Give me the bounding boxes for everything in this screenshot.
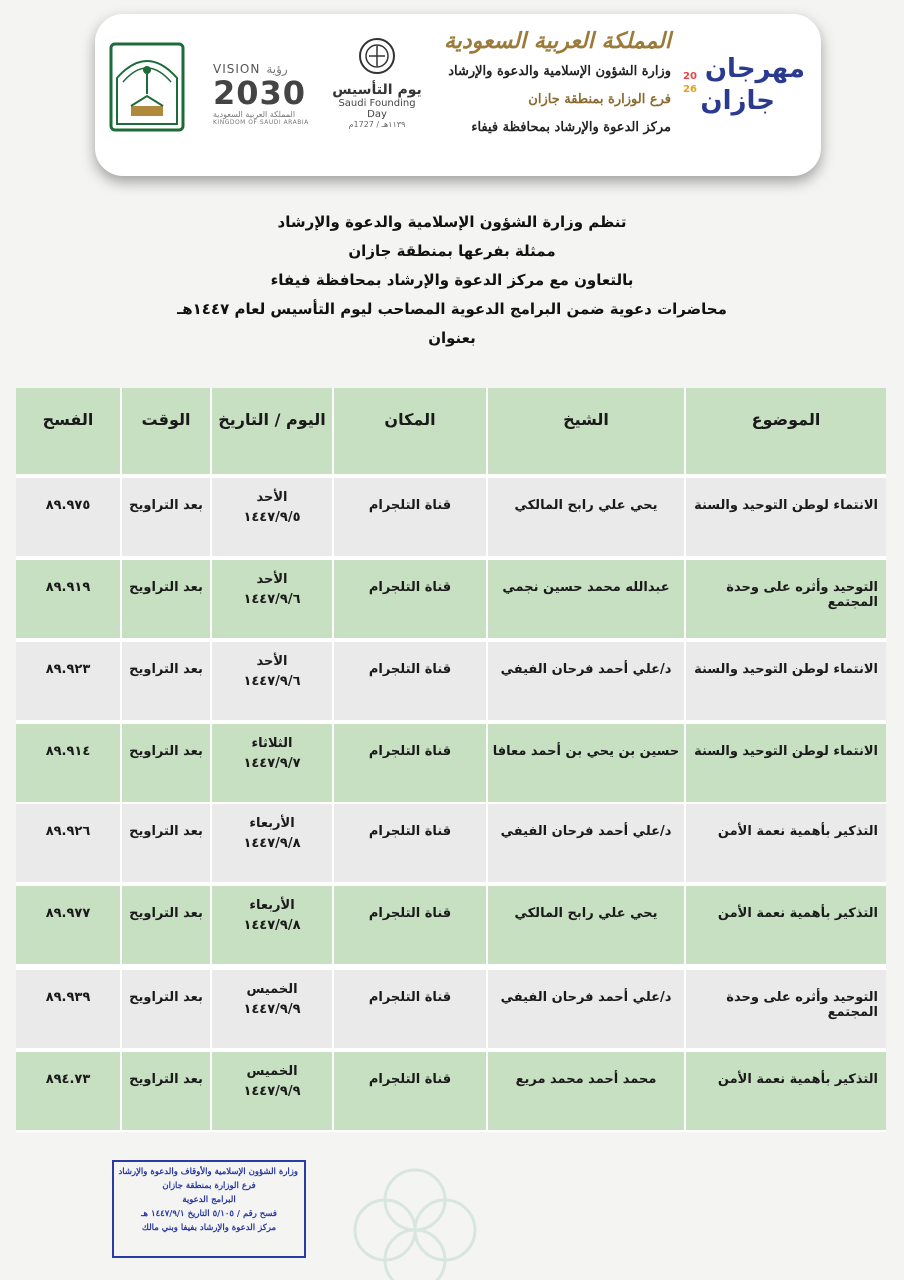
header-time: الوقت: [122, 388, 210, 474]
cell-sheikh: د/علي أحمد فرحان الفيفي: [488, 804, 684, 882]
cell-day: [212, 642, 332, 720]
cell-freq: ٨٩.٩١٤: [16, 724, 120, 802]
cell-day: [212, 560, 332, 638]
header-freq: الفسح: [16, 388, 120, 474]
table-row: [16, 560, 886, 638]
cell-date: ١٤٤٧/٩/٦: [243, 674, 301, 689]
vision-country-ar: المملكة العربية السعودية: [213, 110, 296, 119]
cell-date: ١٤٤٧/٩/٨: [243, 836, 301, 851]
branch-name: فرع الوزارة بمنطقة جازان: [528, 92, 671, 107]
header-day: اليوم / التاريخ: [212, 388, 332, 474]
cell-date: ١٤٤٧/٩/٧: [243, 756, 301, 771]
cell-sheikh: حسين بن يحي بن أحمد معافا: [488, 724, 684, 802]
cell-place: قناة التلجرام: [334, 478, 486, 556]
cell-date: ١٤٤٧/٩/٩: [243, 1084, 301, 1099]
stamp-line-4: فسح رقم / ٥/١٠٥ التاريخ ١٤٤٧/٩/١ هـ: [141, 1209, 277, 1219]
cell-freq: ٨٩.٩٣٩: [16, 970, 120, 1048]
cell-time: بعد التراويح: [122, 642, 210, 720]
header-banner: [95, 14, 821, 176]
table-row: [16, 804, 886, 882]
ministry-emblem-icon: [107, 34, 187, 134]
cell-day-name: الأربعاء: [249, 816, 295, 831]
ministry-name: وزارة الشؤون الإسلامية والدعوة والإرشاد: [448, 64, 671, 79]
cell-freq: ٨٩.٩٧٥: [16, 478, 120, 556]
cell-sheikh: يحي علي رابح المالكي: [488, 478, 684, 556]
cell-date: ١٤٤٧/٩/٥: [243, 510, 301, 525]
decorative-pattern-icon: [340, 1140, 490, 1280]
table-row: [16, 642, 886, 720]
intro-line-3: بالتعاون مع مركز الدعوة والإرشاد بمحافظة فيفاء: [270, 271, 634, 289]
official-stamp: [112, 1160, 306, 1258]
table-row: [16, 886, 886, 964]
cell-time: بعد التراويح: [122, 724, 210, 802]
header-sheikh: الشيخ: [488, 388, 684, 474]
cell-sheikh: يحي علي رابح المالكي: [488, 886, 684, 964]
cell-day: [212, 1052, 332, 1130]
table-row: [16, 724, 886, 802]
cell-place: قناة التلجرام: [334, 886, 486, 964]
vision-year: 2030: [213, 74, 307, 112]
stamp-line-1: وزارة الشؤون الإسلامية والأوقاف والدعوة والإرشاد: [118, 1167, 298, 1177]
festival-line2: جازان: [700, 86, 775, 116]
vision-label-en: VISION: [213, 62, 261, 76]
table-row: [16, 478, 886, 556]
cell-day: [212, 478, 332, 556]
intro-line-5: بعنوان: [428, 329, 476, 347]
stamp-line-2: فرع الوزارة بمنطقة جازان: [162, 1181, 256, 1191]
cell-freq: ٨٩.٩٢٣: [16, 642, 120, 720]
festival-year-a: 20: [683, 71, 697, 82]
center-name: مركز الدعوة والإرشاد بمحافظة فيفاء: [471, 120, 671, 135]
cell-sheikh: محمد أحمد محمد مريع: [488, 1052, 684, 1130]
lectures-table: [16, 388, 886, 1132]
cell-place: قناة التلجرام: [334, 1052, 486, 1130]
table-row: [16, 1052, 886, 1130]
cell-day: [212, 804, 332, 882]
table-header-row: [16, 388, 886, 474]
cell-day-name: الثلاثاء: [251, 736, 293, 751]
cell-freq: ٨٩.٩١٩: [16, 560, 120, 638]
cell-topic: التذكير بأهمية نعمة الأمن: [686, 1052, 886, 1130]
cell-day-name: الخميس: [246, 982, 298, 997]
cell-day: [212, 724, 332, 802]
festival-year-b: 26: [683, 84, 697, 95]
cell-place: قناة التلجرام: [334, 724, 486, 802]
founding-day-years: ١١٣٩هـ / 1727م: [348, 120, 406, 129]
cell-time: بعد التراويح: [122, 970, 210, 1048]
festival-line1: مهرجان: [704, 54, 805, 84]
ministry-header: [411, 24, 671, 142]
cell-time: بعد التراويح: [122, 886, 210, 964]
founding-day-emblem-icon: [357, 36, 397, 76]
cell-time: بعد التراويح: [122, 804, 210, 882]
cell-date: ١٤٤٧/٩/٨: [243, 918, 301, 933]
cell-sheikh: عبدالله محمد حسين نجمي: [488, 560, 684, 638]
cell-time: بعد التراويح: [122, 1052, 210, 1130]
cell-topic: الانتماء لوطن التوحيد والسنة: [686, 478, 886, 556]
founding-day-ar: يوم التأسيس: [332, 82, 422, 98]
vision-country-en: KINGDOM OF SAUDI ARABIA: [213, 119, 309, 126]
cell-topic: التذكير بأهمية نعمة الأمن: [686, 804, 886, 882]
vision-label-ar: رؤية: [266, 62, 288, 76]
cell-freq: ٨٩.٩٧٧: [16, 886, 120, 964]
cell-freq: ٨٩٤.٧٣: [16, 1052, 120, 1130]
cell-day-name: الخميس: [246, 1064, 298, 1079]
header-place: المكان: [334, 388, 486, 474]
cell-day-name: الأحد: [256, 572, 288, 587]
cell-time: بعد التراويح: [122, 478, 210, 556]
stamp-line-5: مركز الدعوة والإرشاد بفيفا وبني مالك: [141, 1223, 277, 1233]
cell-day-name: الأربعاء: [249, 898, 295, 913]
cell-topic: التذكير بأهمية نعمة الأمن: [686, 886, 886, 964]
stamp-line-3: البرامج الدعوية: [182, 1195, 236, 1205]
intro-line-4: محاضرات دعوية ضمن البرامج الدعوية المصاحب ليوم التأسيس لعام ١٤٤٧هـ: [177, 300, 727, 318]
cell-day: [212, 970, 332, 1048]
founding-day-en: Saudi Founding Day: [338, 98, 416, 120]
cell-sheikh: د/علي أحمد فرحان الفيفي: [488, 642, 684, 720]
cell-day-name: الأحد: [256, 490, 288, 505]
cell-day-name: الأحد: [256, 654, 288, 669]
kingdom-title: المملكة العربية السعودية: [443, 28, 671, 54]
cell-place: قناة التلجرام: [334, 560, 486, 638]
festival-year: [683, 70, 697, 96]
cell-date: ١٤٤٧/٩/٩: [243, 1002, 301, 1017]
cell-place: قناة التلجرام: [334, 970, 486, 1048]
cell-place: قناة التلجرام: [334, 642, 486, 720]
cell-freq: ٨٩.٩٢٦: [16, 804, 120, 882]
cell-day: [212, 886, 332, 964]
intro-line-1: تنظم وزارة الشؤون الإسلامية والدعوة والإرشاد: [277, 213, 627, 231]
jazan-festival-logo: [683, 52, 813, 132]
cell-topic: الانتماء لوطن التوحيد والسنة: [686, 642, 886, 720]
intro-text: [0, 208, 904, 353]
cell-topic: التوحيد وأثره على وحدة المجتمع: [686, 560, 886, 638]
vision-2030-logo: [213, 62, 313, 126]
cell-place: قناة التلجرام: [334, 804, 486, 882]
header-topic: الموضوع: [686, 388, 886, 474]
cell-sheikh: د/علي أحمد فرحان الفيفي: [488, 970, 684, 1048]
cell-topic: الانتماء لوطن التوحيد والسنة: [686, 724, 886, 802]
cell-date: ١٤٤٧/٩/٦: [243, 592, 301, 607]
table-row: [16, 970, 886, 1048]
intro-line-2: ممثلة بفرعها بمنطقة جازان: [348, 242, 556, 260]
cell-time: بعد التراويح: [122, 560, 210, 638]
cell-topic: التوحيد وأثره على وحدة المجتمع: [686, 970, 886, 1048]
